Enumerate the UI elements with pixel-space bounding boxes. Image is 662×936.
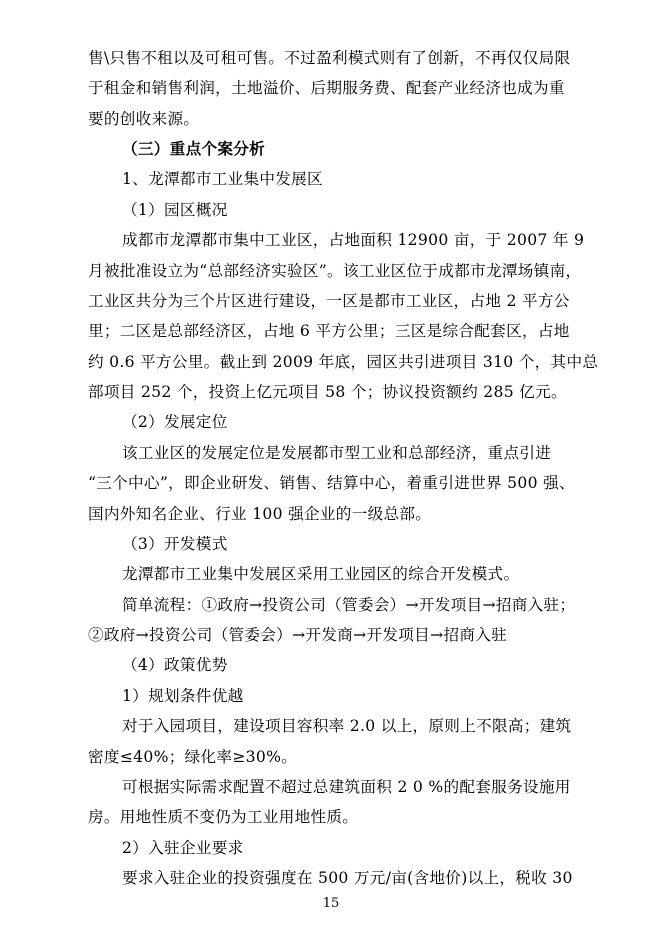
body-text-line: 国内外知名企业、行业 100 强企业的一级总部。	[88, 505, 432, 523]
body-text-line: 密度≤40%；绿化率≥30%。	[88, 748, 298, 766]
body-text-line: 于租金和销售利润，土地溢价、后期服务费、配套产业经济也成为重	[88, 79, 565, 97]
body-text-line: 售\只售不租以及可租可售。不过盈利模式则有了创新，不再仅仅局限	[88, 49, 571, 67]
body-text-line: 龙潭都市工业集中发展区采用工业园区的综合开发模式。	[122, 565, 520, 583]
item-heading: （2）发展定位	[122, 413, 228, 431]
body-text-line: 该工业区的发展定位是发展都市型工业和总部经济，重点引进	[122, 444, 552, 462]
body-text-line: ②政府→投资公司（管委会）→开发商→开发项目→招商入驻	[88, 626, 508, 644]
sub-item-heading: 2）入驻企业要求	[122, 839, 244, 857]
body-text-line: 工业区共分为三个片区进行建设，一区是都市工业区，占地 2 平方公	[88, 292, 570, 310]
body-text-line: 要求入驻企业的投资强度在 500 万元/亩(含地价)以上，税收 30	[122, 869, 573, 887]
body-text-line: 简单流程：①政府→投资公司（管委会）→开发项目→招商入驻；	[122, 596, 576, 614]
subsection-heading: 1、龙潭都市工业集中发展区	[122, 170, 323, 188]
body-text-line: 约 0.6 平方公里。截止到 2009 年底，园区共引进项目 310 个，其中总	[88, 353, 599, 371]
body-text-line: 可根据实际需求配置不超过总建筑面积 2 0 %的配套服务设施用	[122, 778, 571, 796]
body-text-line: 部项目 252 个，投资上亿元项目 58 个；协议投资额约 285 亿元。	[88, 383, 567, 401]
body-text-line: 对于入园项目，建设项目容积率 2.0 以上，原则上不限高；建筑	[122, 717, 572, 735]
body-text-line: 要的创收来源。	[88, 110, 200, 128]
item-heading: （4）政策优势	[122, 656, 228, 674]
item-heading: （1）园区概况	[122, 201, 228, 219]
body-text-line: “三个中心”，即企业研发、销售、结算中心，着重引进世界 500 强、	[88, 474, 575, 492]
body-text-line: 房。用地性质不变仍为工业用地性质。	[88, 808, 359, 826]
item-heading: （3）开发模式	[122, 535, 228, 553]
sub-item-heading: 1）规划条件优越	[122, 687, 244, 705]
page-number: 15	[322, 896, 340, 911]
body-text-line: 成都市龙潭都市集中工业区，占地面积 12900 亩，于 2007 年 9	[122, 231, 585, 249]
section-heading: （三）重点个案分析	[122, 139, 266, 158]
body-text-line: 里；二区是总部经济区，占地 6 平方公里；三区是综合配套区，占地	[88, 322, 570, 340]
body-text-line: 月被批准设立为“总部经济实验区”。该工业区位于成都市龙潭场镇南，	[88, 262, 582, 280]
